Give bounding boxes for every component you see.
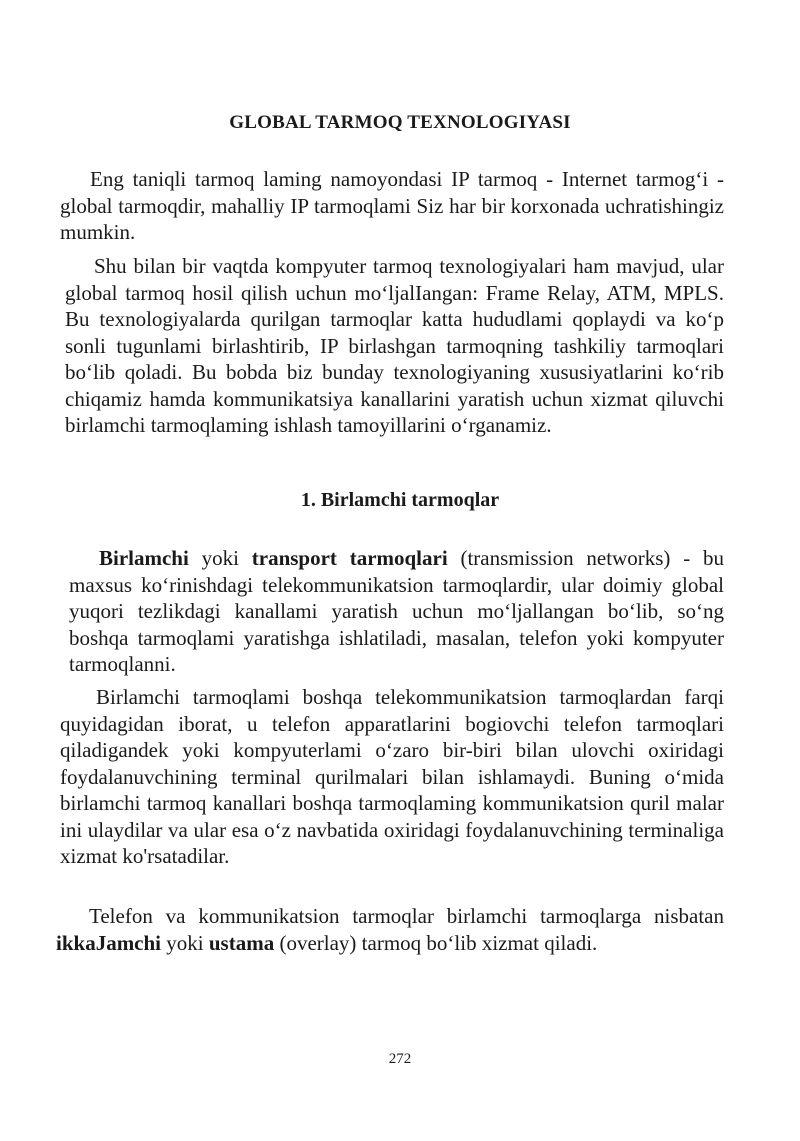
overlay-paragraph <box>56 903 724 956</box>
intro-paragraph: Eng taniqli tarmoq laming namoyondasi IP tarmoq - Internet tarmog‘i - global tarmoqdir, mahalliy IP tarmoqlami Siz har bir korxonada uchratishingiz mumkin. <box>60 167 724 244</box>
term-birlamchi: Birlamchi <box>99 546 189 570</box>
paragraph-text: (transmission networks) - bu maxsus ko‘rinishdagi telekommunikatsion tarmoqlardir, ular doimiy global yuqori tezlikdagi kanallami yaratish uchun mo‘ljallangan bo‘lib, so‘ng boshqa tarmoqlami yaratishga ishlatiladi, masalan, telefon yoki kompyuter tarmoqlanni. <box>69 546 724 676</box>
term-ikkajamchi: ikkaJamchi <box>56 930 162 955</box>
technologies-paragraph: Shu bilan bir vaqtda kompyuter tarmoq texnologiyalari ham mavjud, ular global tarmoq hosil qilish uchun mo‘ljalIangan: Frame Relay, ATM, MPLS. Bu texnologiyalarda qurilgan tarmoqlar katta hududlami qoplaydi va ko‘p sonli tugunlami birlashtirib, IP birlashgan tarmoqning tashkiliy tarmoqlari bo‘lib qoladi. Bu bobda biz bunday texnologiyaning xususiyatlarini ko‘rib chiqamiz hamda kommunikatsiya kanallarini yaratish uchun xizmat qiluvchi birlamchi tarmoqlaming ishlash tamoyillarini o‘rganamiz. <box>65 254 724 437</box>
paragraph-text: yoki <box>188 546 252 570</box>
difference-paragraph: Birlamchi tarmoqlami boshqa telekommunikatsion tarmoqlardan farqi quyidagidan iborat, u telefon apparatlarini bogiovchi telefon tarmoqlari qiladigandek yoki kompyuterlami o‘zaro bir-biri bilan ulovchi oxiridagi foydalanuvchining terminal qurilmalari bilan ishlamaydi. Buning o‘mida birlamchi tarmoq kanallari boshqa tarmoqlaming kommunikatsion quril malar ini ulaydilar va ular esa o‘z navbatida oxiridagi foydalanuvchining terminaliga xizmat ko'rsatadilar. <box>60 685 724 868</box>
paragraph-text: yoki <box>161 930 209 955</box>
page-number: 272 <box>388 1051 412 1067</box>
paragraph-text: Telefon va kommunikatsion tarmoqlar birlamchi tarmoqlarga nisbatan <box>89 904 724 928</box>
paragraph-text: (overlay) tarmoq bo‘lib xizmat qiladi. <box>274 930 598 955</box>
section-heading: 1. Birlamchi tarmoqlar <box>300 489 500 511</box>
term-transport-tarmoqlari: transport tarmoqlari <box>251 546 448 570</box>
definition-paragraph <box>69 545 724 678</box>
term-ustama: ustama <box>208 930 275 955</box>
page-title: GLOBAL TARMOQ TEXNOLOGIYASI <box>229 112 571 133</box>
